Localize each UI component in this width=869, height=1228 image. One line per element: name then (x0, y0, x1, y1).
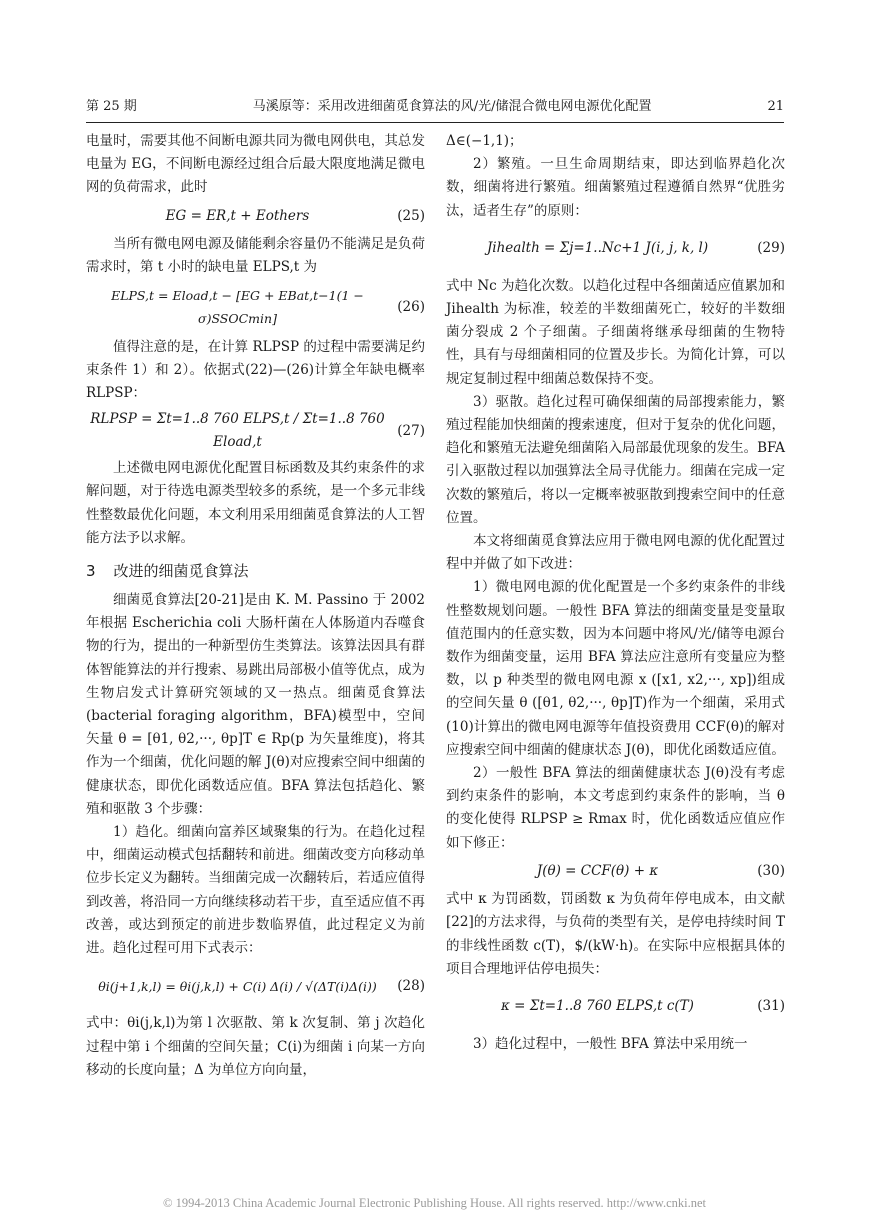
equation-28 (86, 965, 425, 1007)
paragraph: 式中：θi(j,k,l)为第 l 次驱散、第 k 次复制、第 j 次趋化过程中第 i 个细菌的空间矢量；C(i)为细菌 i 向某一方向移动的长度向量；Δ 为单位方向向量， (86, 1015, 425, 1078)
paragraph: 3）趋化过程中，一般性 BFA 算法中采用统一 (473, 1035, 748, 1052)
equation-expr: κ = Σt=1..8 760 ELPS,t c(T) (501, 998, 694, 1015)
equation-expr: J(θ) = CCF(θ) + κ (536, 862, 659, 879)
paragraph: 细菌觅食算法[20-21]是由 K. M. Passino 于 2002 年根据 Escherichia coli 大肠杆菌在人体肠道内吞噬食物的行为，提出的一种新型仿生类算法。该算法因具有群体智能算法的并行搜索、易跳出局部极小值等优点，成为生物启发式计算研究领域的又一热点。细菌觅食算法(bacterial foraging algorithm，BFA)模型中，空间矢量 θ = [θ1, θ2,···, θp]T ∈ Rp(p 为矢量维度)，将其作为一个细菌，优化问题的解 J(θ)对应搜索空间中细菌的健康状态，即优化函数适应值。BFA 算法包括趋化、繁殖和驱散 3 个步骤： (86, 592, 425, 817)
left-column (86, 130, 425, 1082)
equation-expr: RLPSP = Σt=1..8 760 ELPS,t / Σt=1..8 760 Eload,t (90, 411, 385, 451)
equation-number: (27) (397, 422, 425, 439)
equation-expr: ELPS,t = Eload,t − [EG + EBat,t−1(1 − σ)SSOCmin] (111, 288, 364, 327)
section-title: 改进的细菌觅食算法 (113, 562, 249, 581)
paragraph: 3）驱散。趋化过程可确保细菌的局部搜索能力，繁殖过程能加快细菌的搜索速度，但对于复杂的优化问题，趋化和繁殖无法避免细菌陷入局部最优现象的发生。BFA 引入驱散过程以加强算法全局寻优能力。细菌在完成一定次数的繁殖后，将以一定概率被驱散到搜索空间中的任意位置。 (446, 393, 785, 526)
page-header (86, 98, 784, 116)
equation-31 (446, 986, 785, 1028)
paragraph: Δ∈(−1,1)； (446, 133, 523, 149)
equation-expr: EG = ER,t + Eothers (165, 207, 310, 224)
equation-number: (29) (757, 240, 785, 257)
equation-number: (28) (397, 977, 425, 994)
equation-26 (86, 284, 425, 330)
equation-30 (446, 860, 785, 883)
paragraph: 上述微电网电源优化配置目标函数及其约束条件的求解问题，对于待选电源类型较多的系统，是一个多元非线性整数最优化问题，本文利用采用细菌觅食算法的人工智能方法予以求解。 (86, 460, 425, 546)
copyright-footer: © 1994-2013 China Academic Journal Electronic Publishing House. All rights reserved. http://www.cnki.net (163, 1196, 706, 1210)
paragraph: 电量时，需要其他不间断电源共同为微电网供电，其总发电量为 EG，不间断电源经过组合后最大限度地满足微电网的负荷需求，此时 (86, 133, 425, 196)
issue-number: 第 25 期 (86, 99, 137, 114)
header-rule (86, 122, 784, 123)
right-column (446, 130, 785, 1056)
equation-25 (86, 205, 425, 228)
equation-expr: θi(j+1,k,l) = θi(j,k,l) + C(i) Δ(i) / √(ΔT(i)Δ(i)) (98, 978, 377, 994)
paragraph: 1）微电网电源的优化配置是一个多约束条件的非线性整数规划问题。一般性 BFA 算法的细菌变量是变量取值范围内的任意实数，因为本问题中将风/光/储等电源台数作为细菌变量，运用 BFA 算法应注意所有变量应为整数，以 p 种类型的微电网电源 x ([x1, x2,···, xp])组成的空间矢量 θ ([θ1, θ2,···, θp]T)作为一个细菌，采用式(10)计算出的微电网电源等年值投资费用 CCF(θ)的解对应搜索空间中细菌的健康状态 J(θ)，即优化函数适应值。 (446, 579, 785, 758)
equation-number: (30) (757, 862, 785, 879)
paragraph: 值得注意的是，在计算 RLPSP 的过程中需要满足约束条件 1）和 2）。依据式(22)—(26)计算全年缺电概率 RLPSP： (86, 338, 425, 402)
section-heading (86, 559, 425, 583)
paragraph: 2）繁殖。一旦生命周期结束，即达到临界趋化次数，细菌将进行繁殖。细菌繁殖过程遵循自然界“优胜劣汰，适者生存”的原则： (446, 156, 785, 219)
equation-expr: Jihealth = Σj=1..Nc+1 J(i, j, k, l) (486, 240, 709, 257)
section-number: 3 (86, 562, 96, 581)
paragraph: 本文将细菌觅食算法应用于微电网电源的优化配置过程中并做了如下改进： (446, 533, 785, 573)
page-number: 21 (767, 99, 784, 114)
equation-27 (86, 410, 425, 452)
equation-number: (25) (397, 207, 425, 224)
equation-29 (446, 228, 785, 270)
paragraph: 1）趋化。细菌向富养区域聚集的行为。在趋化过程中，细菌运动模式包括翻转和前进。细菌改变方向移动单位步长定义为翻转。当细菌完成一次翻转后，若适应值得到改善，将沿同一方向继续移动若干步，直至适应值不再改善，或达到预定的前进步数临界值，此过程定义为前进。趋化过程可用下式表示： (86, 824, 425, 957)
running-title: 马溪原等：采用改进细菌觅食算法的风/光/储混合微电网电源优化配置 (252, 99, 652, 114)
paragraph: 式中 κ 为罚函数，罚函数 κ 为负荷年停电成本，由文献[22]的方法求得，与负荷的类型有关，是停电持续时间 T 的非线性函数 c(T)，$/(kW·h)。在实际中应根据具体的项目合理地评估停电损失： (446, 891, 785, 977)
paragraph: 当所有微电网电源及储能剩余容量仍不能满足是负荷需求时，第 t 小时的缺电量 ELPS,t 为 (86, 235, 425, 276)
equation-number: (31) (757, 998, 785, 1015)
paragraph: 式中 Nc 为趋化次数。以趋化过程中各细菌适应值累加和 Jihealth 为标准，较差的半数细菌死亡，较好的半数细菌分裂成 2 个子细菌。子细菌将继承母细菌的生物特性，具有与母细菌相同的位置及步长。为简化计算，可以规定复制过程中细菌总数保持不变。 (446, 277, 785, 387)
paragraph: 2）一般性 BFA 算法的细菌健康状态 J(θ)没有考虑到约束条件的影响，本文考虑到约束条件的影响，当 θ 的变化使得 RLPSP ≥ Rmax 时，优化函数适应值应作如下修正： (446, 765, 785, 851)
equation-number: (26) (397, 298, 425, 315)
